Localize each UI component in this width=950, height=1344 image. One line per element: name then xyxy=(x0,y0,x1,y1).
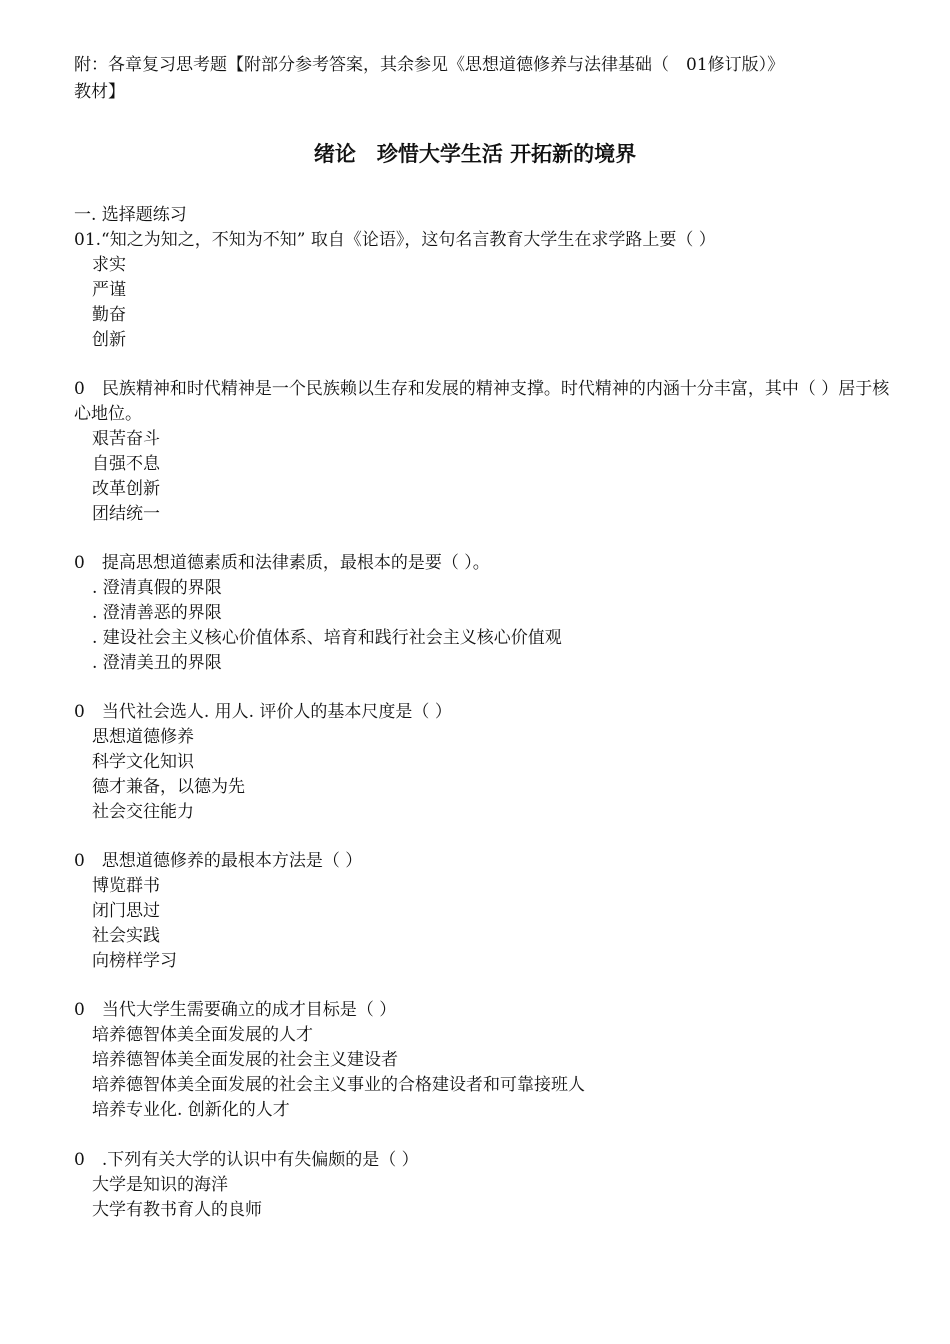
option: 科学文化知识 xyxy=(92,752,194,772)
question-5 xyxy=(74,849,894,974)
section-label: 一. 选择题练习 xyxy=(74,205,187,225)
question-stem: 0 当代社会选人. 用人. 评价人的基本尺度是（ ） xyxy=(74,702,452,722)
option: 自强不息 xyxy=(92,454,160,474)
option: 闭门思过 xyxy=(92,901,160,921)
intro-note xyxy=(74,52,894,106)
question-stem: 0 当代大学生需要确立的成才目标是（ ） xyxy=(74,1000,397,1020)
question-4 xyxy=(74,700,894,825)
option: 培养德智体美全面发展的社会主义事业的合格建设者和可靠接班人 xyxy=(92,1075,585,1095)
question-stem: 0 .下列有关大学的认识中有失偏颇的是（ ） xyxy=(74,1150,419,1170)
option: 求实 xyxy=(92,255,126,275)
option: 大学是知识的海洋 xyxy=(92,1175,228,1195)
option: 社会实践 xyxy=(92,926,160,946)
option: 大学有教书育人的良师 xyxy=(92,1200,262,1220)
question-6 xyxy=(74,998,894,1123)
option: 艰苦奋斗 xyxy=(92,429,160,449)
question-stem: 0 提高思想道德素质和法律素质，最根本的是要（ ）。 xyxy=(74,553,490,573)
question-stem: 0 民族精神和时代精神是一个民族赖以生存和发展的精神支撑。时代精神的内涵十分丰富，其中（ ）居于核心地位。 xyxy=(74,379,890,424)
option: 思想道德修养 xyxy=(92,727,194,747)
option: 德才兼备，以德为先 xyxy=(92,777,245,797)
question-3 xyxy=(74,551,894,676)
intro-line-1: 附：各章复习思考题【附部分参考答案，其余参见《思想道德修养与法律基础（ 01修订版）》 xyxy=(74,55,785,75)
question-stem: 01.“知之为知之，不知为不知” 取自《论语》，这句名言教育大学生在求学路上要（ ） xyxy=(74,230,716,250)
question-stem: 0 思想道德修养的最根本方法是（ ） xyxy=(74,851,363,871)
intro-line-2: 教材】 xyxy=(74,82,125,102)
option: 向榜样学习 xyxy=(92,951,177,971)
question-1 xyxy=(74,228,894,353)
option: . 澄清善恶的界限 xyxy=(92,603,222,623)
option: . 建设社会主义核心价值体系、培育和践行社会主义核心价值观 xyxy=(92,628,562,648)
option: 改革创新 xyxy=(92,479,160,499)
option: 团结统一 xyxy=(92,504,160,524)
option: 培养德智体美全面发展的人才 xyxy=(92,1025,313,1045)
option: . 澄清美丑的界限 xyxy=(92,653,222,673)
option: 培养专业化. 创新化的人才 xyxy=(92,1100,290,1120)
option: 博览群书 xyxy=(92,876,160,896)
question-2 xyxy=(74,377,894,527)
question-7 xyxy=(74,1148,894,1223)
chapter-title: 绪论 珍惜大学生活 开拓新的境界 xyxy=(313,142,637,166)
option: . 澄清真假的界限 xyxy=(92,578,222,598)
option: 严谨 xyxy=(92,280,126,300)
option: 培养德智体美全面发展的社会主义建设者 xyxy=(92,1050,398,1070)
option: 创新 xyxy=(92,330,126,350)
option: 社会交往能力 xyxy=(92,802,194,822)
option: 勤奋 xyxy=(92,305,126,325)
